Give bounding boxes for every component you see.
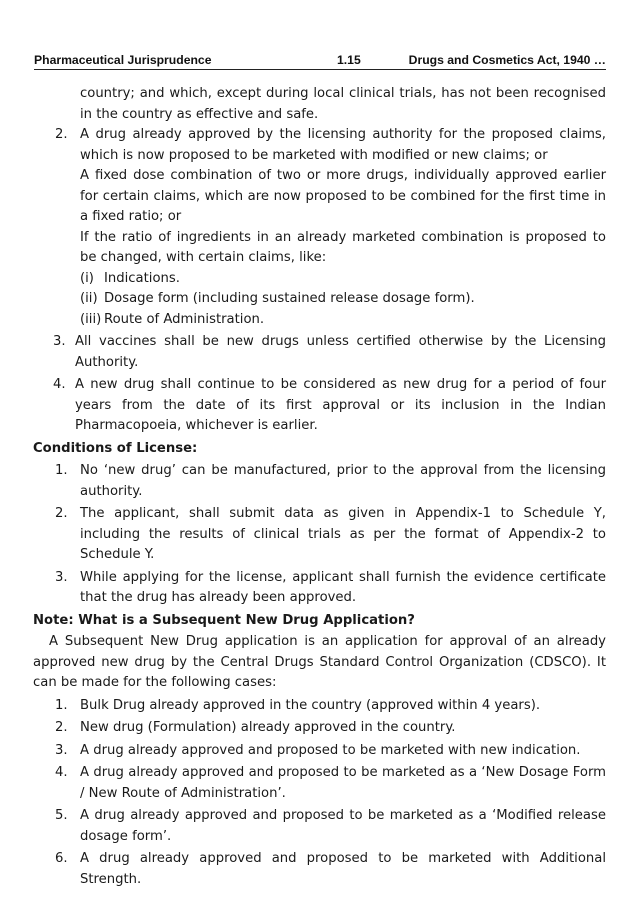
list-number: 4. (53, 377, 66, 392)
list-text: A drug already approved by the licensing authority for the proposed claims, which is now proposed to be marketed with modified or new claims; or (80, 127, 606, 163)
list-number: 3. (53, 334, 66, 349)
list-item (33, 696, 606, 717)
header-chapter-title: Drugs and Cosmetics Act, 1940 … (408, 53, 606, 67)
list-number: 3. (55, 569, 68, 585)
sub-list-text: Dosage form (including sustained release dosage form). (104, 291, 475, 306)
list-text: A new drug shall continue to be considered as new drug for a period of four years from the date of its first approval or its inclusion in the Indian Pharmacopoeia, whichever is earlier. (75, 377, 606, 433)
list-number: 2. (55, 127, 68, 142)
list-text: No ‘new drug’ can be manufactured, prior to the approval from the licensing authority. (80, 463, 606, 499)
header-page-number: 1.15 (337, 53, 361, 67)
list-text: Bulk Drug already approved in the country (approved within 4 years). (80, 697, 541, 713)
sub-list-number: (i) (80, 270, 94, 286)
continuation-text: country; and which, except during local clinical trials, has not been recognised in the country as effective and safe. (80, 86, 606, 122)
list-text: All vaccines shall be new drugs unless certified otherwise by the Licensing Authority. (75, 334, 606, 370)
header-book-title: Pharmaceutical Jurisprudence (34, 53, 212, 67)
list-item (33, 741, 606, 762)
sub-list-text: Route of Administration. (104, 311, 265, 327)
list-text: A drug already approved and proposed to be marketed with Additional Strength. (80, 851, 606, 887)
sub-list-number: (ii) (80, 291, 98, 306)
list-number: 1. (55, 463, 68, 478)
list-item (33, 718, 606, 739)
list-number: 2. (55, 506, 68, 521)
list-item (33, 125, 606, 166)
list-item (33, 461, 606, 502)
ratio-text: If the ratio of ingredients in an already marketed combination is proposed to be changed, with certain claims, like: (80, 229, 606, 265)
list-item (33, 332, 606, 373)
list-text: A drug already approved and proposed to be marketed with new indication. (80, 742, 581, 758)
note-paragraph: A Subsequent New Drug application is an application for approval of an already approved new drug by the Central Drugs Standard Control Organization (CDSCO). It can be made for the following cases: (33, 634, 606, 690)
list-number: 3. (55, 742, 68, 758)
note-heading: Note: What is a Subsequent New Drug Application? (33, 612, 415, 628)
list-text: The applicant, shall submit data as given in Appendix-1 to Schedule Y, including the results of clinical trials as per the format of Appendix-2 to Schedule Y. (80, 506, 606, 562)
list-text: New drug (Formulation) already approved in the country. (80, 720, 456, 735)
page-header (34, 48, 606, 66)
list-item (33, 763, 606, 804)
list-item (33, 568, 606, 609)
list-number: 4. (55, 765, 68, 780)
fixed-dose-text: A fixed dose combination of two or more drugs, individually approved earlier for certain claims, which are now proposed to be combined for the first time in a fixed ratio; or (80, 168, 606, 224)
sub-list-item (33, 269, 606, 290)
list-number: 2. (55, 720, 68, 735)
list-text: A drug already approved and proposed to be marketed as a ‘New Dosage Form / New Route of Administration’. (80, 765, 606, 801)
list-text: A drug already approved and proposed to be marketed as a ‘Modified release dosage form’. (80, 808, 606, 844)
list-item (33, 375, 606, 437)
header-rule (34, 69, 606, 70)
page-content (33, 84, 606, 890)
sub-list-number: (iii) (80, 311, 102, 327)
list-number: 1. (55, 697, 68, 713)
sub-list-text: Indications. (104, 270, 180, 286)
list-item (33, 806, 606, 847)
conditions-heading: Conditions of License: (33, 440, 198, 456)
sub-list-item (33, 310, 606, 331)
list-number: 6. (55, 851, 68, 866)
list-number: 5. (55, 808, 68, 823)
list-item (33, 504, 606, 566)
sub-list-item (33, 289, 606, 310)
list-text: While applying for the license, applicant shall furnish the evidence certificate that the drug has already been approved. (80, 569, 606, 605)
list-item (33, 849, 606, 890)
